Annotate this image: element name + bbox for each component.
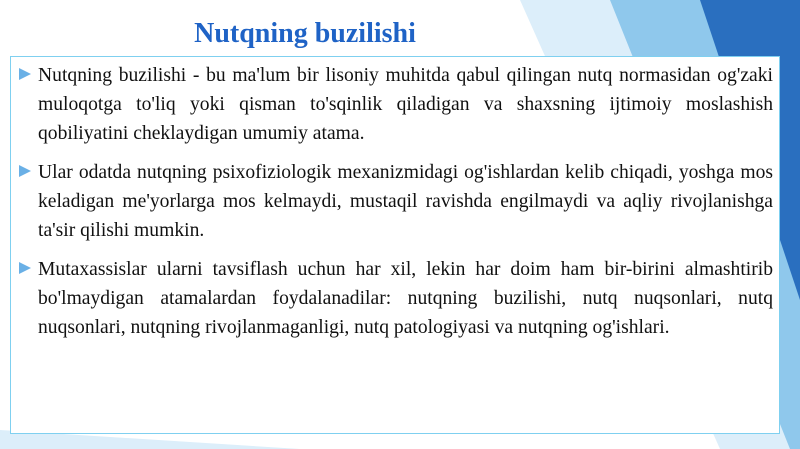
triangle-bullet-icon — [18, 67, 32, 81]
bullet-item — [11, 61, 779, 148]
bullet-list — [11, 61, 779, 352]
triangle-bullet-icon — [18, 261, 32, 275]
content-box — [10, 56, 780, 434]
slide-title: Nutqning buzilishi — [194, 18, 416, 49]
bullet-item — [11, 158, 779, 245]
triangle-bullet-icon — [18, 164, 32, 178]
bullet-text: Mutaxassislar ularni tavsiflash uchun har xil, lekin har doim ham bir-birini almashtirib bo'lmaydigan atamalardan foydalanadilar: nutqning buzilishi, nutq nuqsonlari, nutq nuqsonlari, nutqning rivojlanmaganligi, nutq patologiyasi va nutqning og'ishlari. — [38, 259, 773, 338]
bullet-text: Ular odatda nutqning psixofiziologik mexanizmidagi og'ishlardan kelib chiqadi, yoshga mos keladigan me'yorlarga mos kelmaydi, mustaqil ravishda engilmaydi va aqliy rivojlanishga ta'sir qilishi mumkin. — [38, 162, 773, 241]
bullet-item — [11, 255, 779, 342]
bullet-text: Nutqning buzilishi - bu ma'lum bir lisoniy muhitda qabul qilingan nutq normasidan og'zaki muloqotga to'liq yoki qisman to'sqinlik qiladigan va shaxsning ijtimoiy moslashish qobiliyatini cheklaydigan umumiy atama. — [38, 65, 773, 144]
